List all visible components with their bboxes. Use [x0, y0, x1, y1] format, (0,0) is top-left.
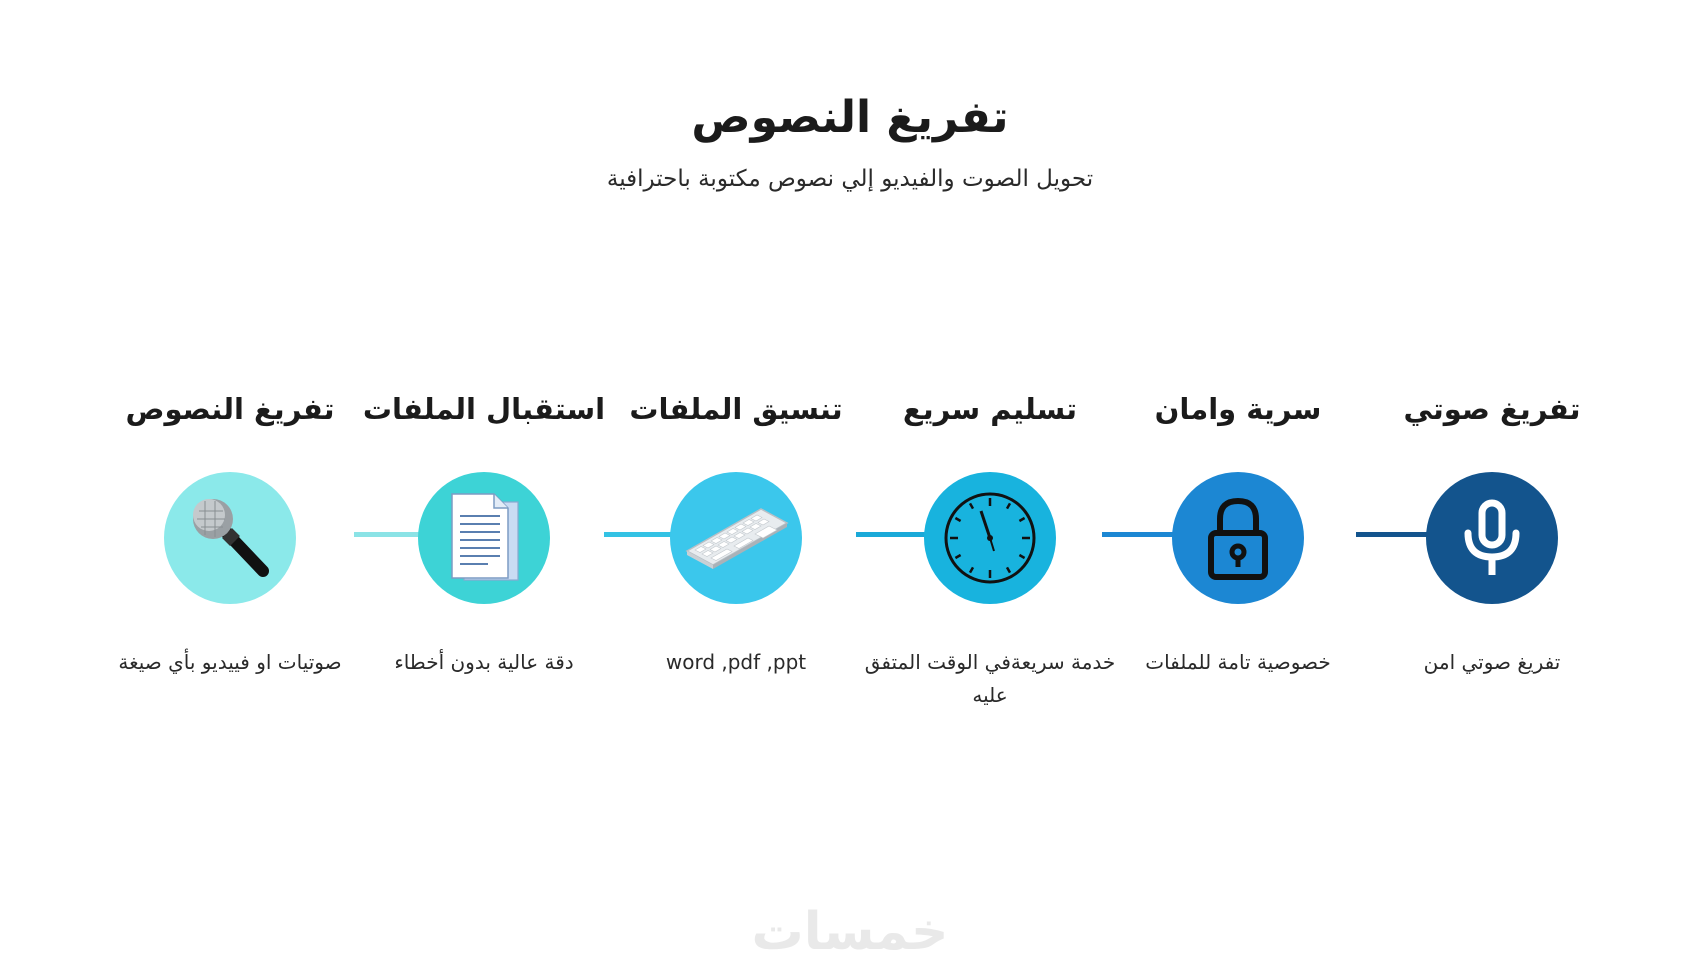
step-circle — [1172, 472, 1304, 604]
step-receiving-files — [354, 0, 614, 970]
step-description: تفريغ صوتي امن — [1423, 650, 1561, 674]
step-circle — [164, 472, 296, 604]
microphone-icon — [1457, 499, 1527, 577]
step-text-transcription — [100, 0, 360, 970]
keyboard-icon — [681, 503, 791, 573]
step-circle — [670, 472, 802, 604]
step-heading: تفريغ النصوص — [125, 392, 335, 426]
clock-icon — [941, 489, 1039, 587]
page-subtitle: تحويل الصوت والفيديو إلي نصوص مكتوبة باحترافية — [606, 166, 1094, 192]
step-description: خصوصية تامة للملفات — [1145, 650, 1331, 674]
step-description: دقة عالية بدون أخطاء — [394, 650, 574, 674]
document-icon — [444, 490, 524, 586]
step-privacy — [1108, 0, 1368, 970]
step-fast-delivery — [860, 0, 1120, 970]
footer-logo: خمسات — [751, 902, 949, 962]
page-title: تفريغ النصوص — [691, 92, 1009, 143]
step-file-formatting — [606, 0, 866, 970]
step-secure-transcription — [1362, 0, 1622, 970]
step-heading: سرية وامان — [1154, 392, 1322, 426]
handheld-microphone-icon — [185, 493, 275, 583]
step-circle — [1426, 472, 1558, 604]
step-heading: استقبال الملفات — [362, 392, 606, 426]
step-heading: تسليم سريع — [902, 392, 1078, 426]
step-circle — [924, 472, 1056, 604]
step-description: صوتيات او فييديو بأي صيغة — [118, 650, 342, 674]
step-circle — [418, 472, 550, 604]
step-description: خدمة سريعةفي الوقت المتفق عليه — [864, 650, 1116, 707]
step-heading: تفريغ صوتي — [1403, 392, 1581, 426]
step-description: word ,pdf ,ppt — [665, 650, 807, 674]
padlock-icon — [1206, 495, 1270, 581]
step-heading: تنسيق الملفات — [629, 392, 843, 426]
